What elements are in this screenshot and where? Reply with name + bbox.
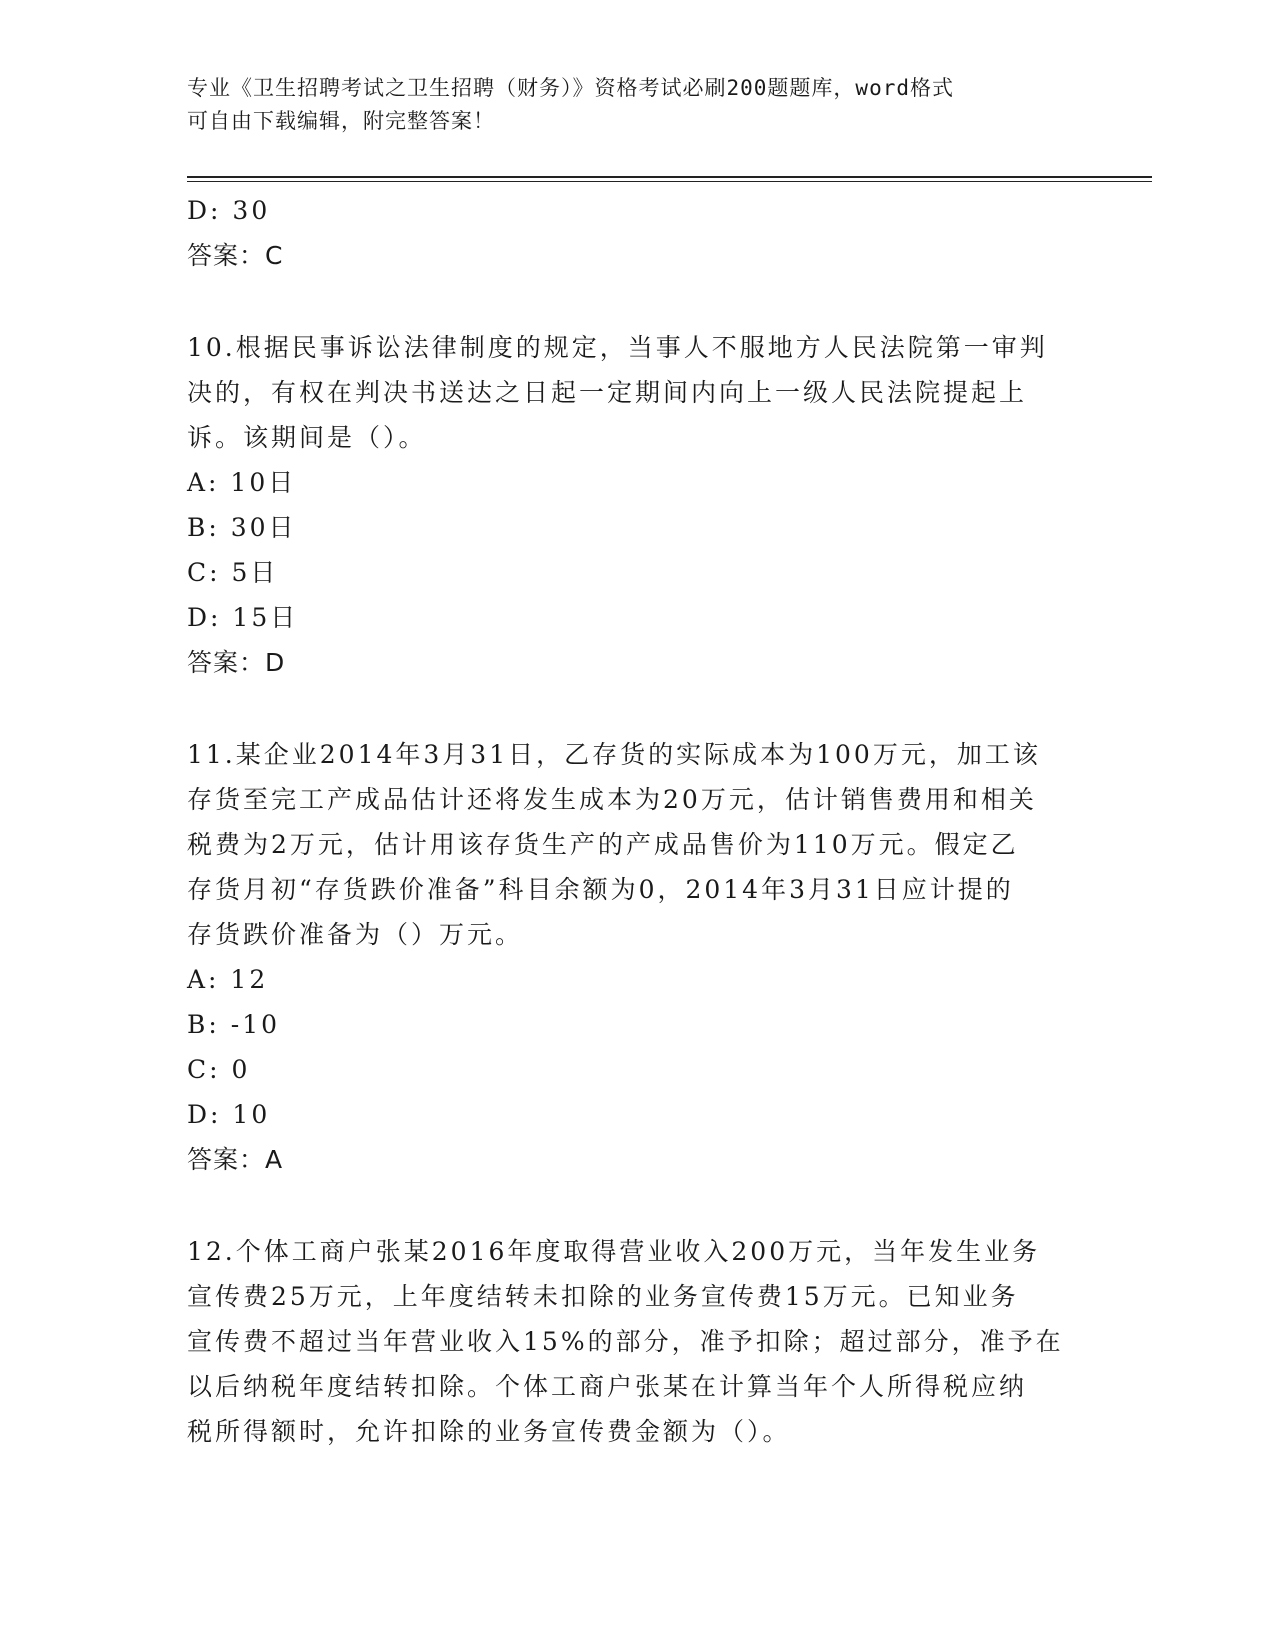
question-content: [187, 188, 1077, 1454]
question-stem-line: 存货跌价准备为（）万元。: [187, 920, 524, 949]
question-stem-line: 诉。该期间是（）。: [187, 423, 427, 452]
option-a: A: 12: [187, 965, 269, 994]
option-c: C: 0: [187, 1055, 251, 1084]
question-9-tail: [187, 188, 1077, 278]
question-stem-line: 税所得额时，允许扣除的业务宣传费金额为（）。: [187, 1417, 791, 1446]
answer-line: 答案：C: [187, 241, 284, 270]
header-line-1: 专业《卫生招聘考试之卫生招聘（财务）》资格考试必刷200题题库，word格式: [187, 76, 954, 100]
option-b: B: 30日: [187, 513, 297, 542]
spacer: [187, 685, 1077, 732]
option-b: B: -10: [187, 1010, 280, 1039]
page-header: [187, 72, 1067, 138]
option-d: D: 10: [187, 1100, 271, 1129]
question-stem-line: 存货至完工产成品估计还将发生成本为20万元，估计销售费用和相关: [187, 785, 1037, 814]
header-divider-thin: [187, 181, 1152, 182]
header-divider-thick: [187, 176, 1152, 178]
question-12: [187, 1229, 1077, 1454]
question-stem-line: 宣传费不超过当年营业收入15%的部分，准予扣除；超过部分，准予在: [187, 1327, 1064, 1356]
spacer: [187, 278, 1077, 325]
option-c: C: 5日: [187, 558, 279, 587]
question-10: [187, 325, 1077, 685]
question-stem-line: 宣传费25万元，上年度结转未扣除的业务宣传费15万元。已知业务: [187, 1282, 1019, 1311]
question-stem-line: 存货月初“存货跌价准备”科目余额为0，2014年3月31日应计提的: [187, 875, 1014, 904]
question-stem-line: 决的，有权在判决书送达之日起一定期间内向上一级人民法院提起上: [187, 378, 1028, 407]
header-line-2: 可自由下载编辑，附完整答案！: [187, 109, 495, 133]
option-d: D: 30: [187, 196, 271, 225]
question-11: [187, 732, 1077, 1182]
question-stem-line: 税费为2万元，估计用该存货生产的产成品售价为110万元。假定乙: [187, 830, 1019, 859]
question-stem-line: 以后纳税年度结转扣除。个体工商户张某在计算当年个人所得税应纳: [187, 1372, 1028, 1401]
option-d: D: 15日: [187, 603, 299, 632]
answer-line: 答案：D: [187, 648, 286, 677]
answer-line: 答案：A: [187, 1145, 284, 1174]
question-stem-line: 12.个体工商户张某2016年度取得营业收入200万元，当年发生业务: [187, 1237, 1041, 1266]
question-stem-line: 11.某企业2014年3月31日，乙存货的实际成本为100万元，加工该: [187, 740, 1041, 769]
option-a: A: 10日: [187, 468, 297, 497]
question-stem-line: 10.根据民事诉讼法律制度的规定，当事人不服地方人民法院第一审判: [187, 333, 1048, 362]
spacer: [187, 1182, 1077, 1229]
